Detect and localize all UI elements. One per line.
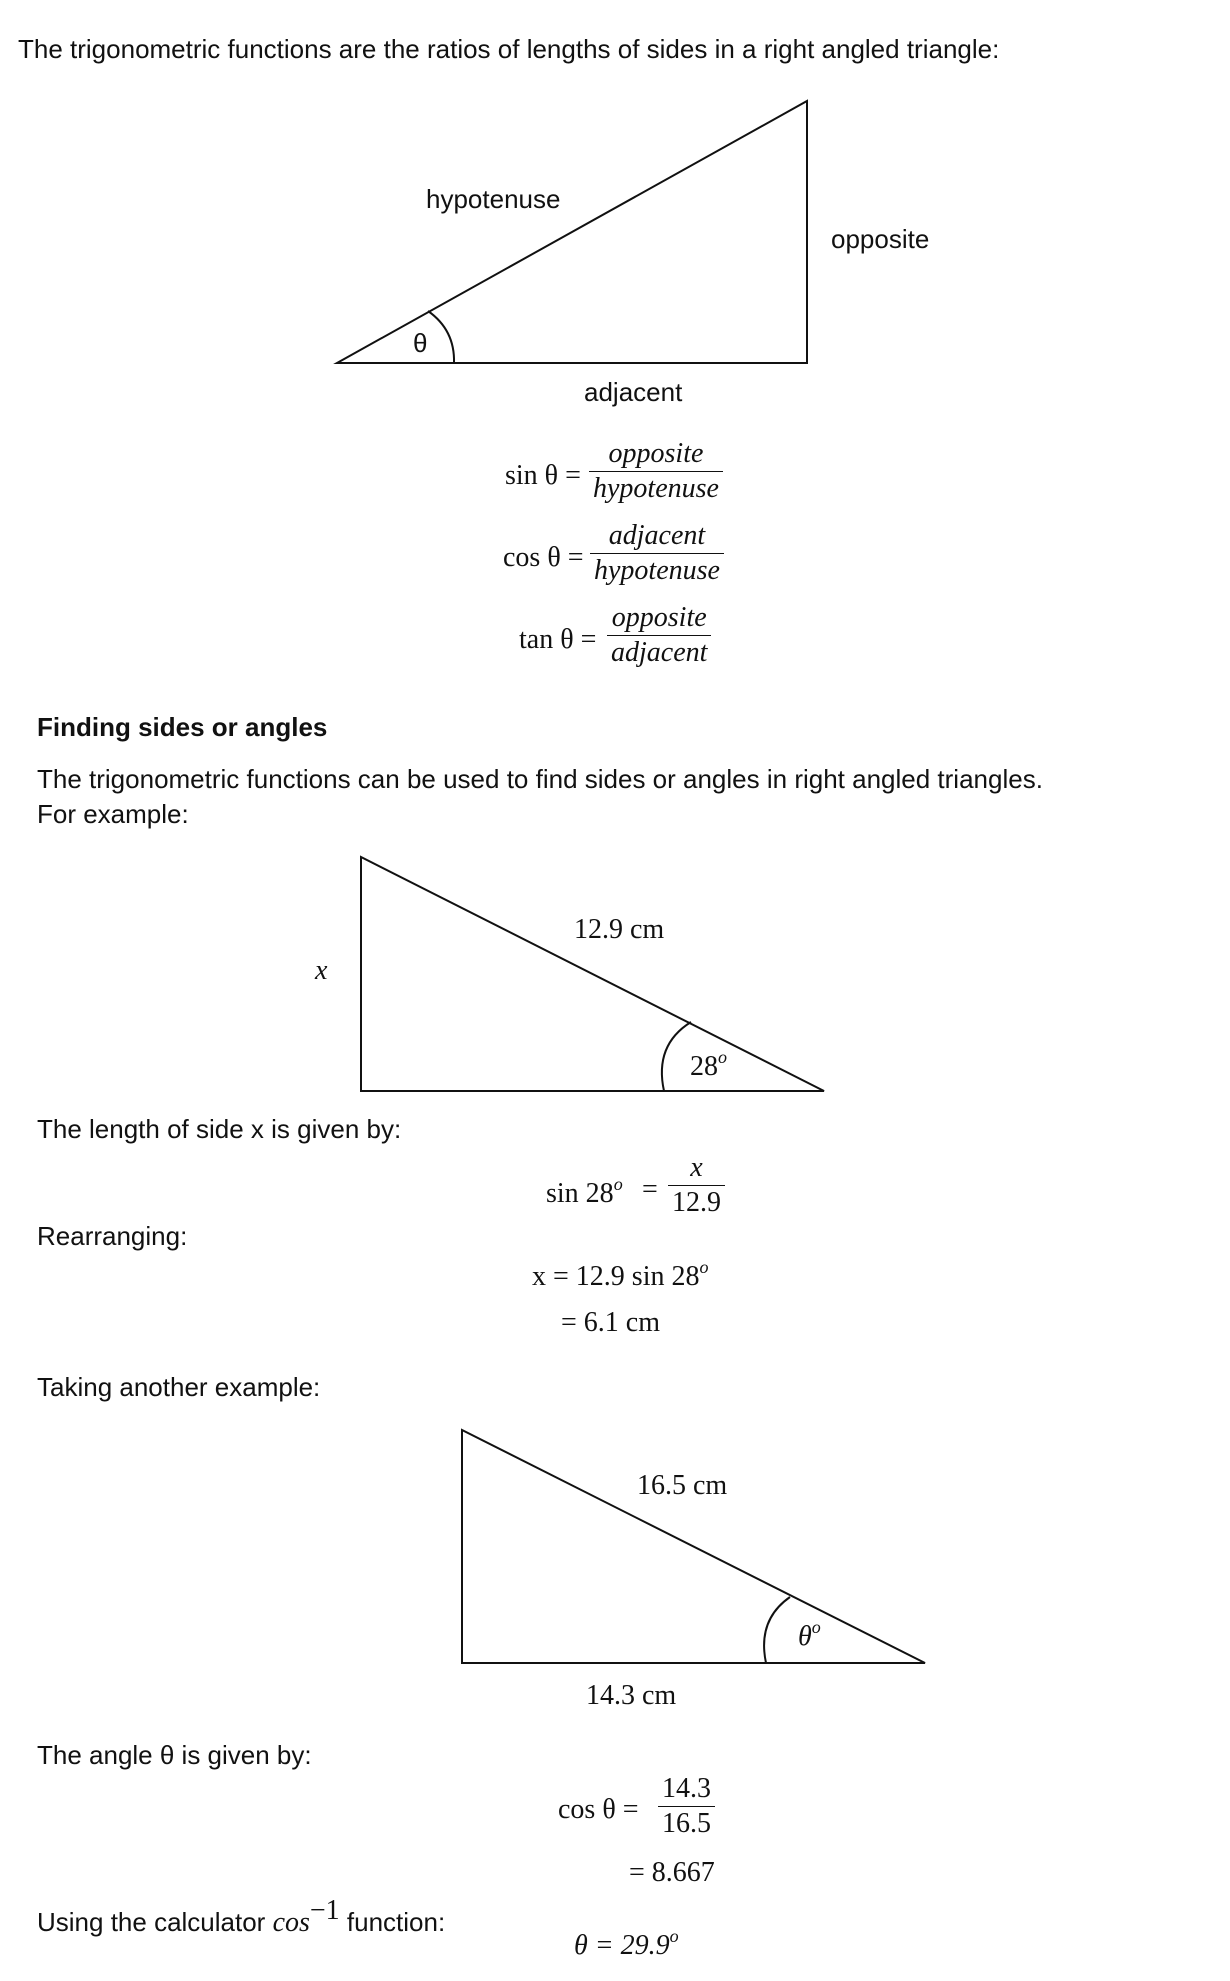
result-6-1: = 6.1 cm — [561, 1307, 660, 1338]
12-9-denominator: 12.9 — [672, 1187, 721, 1218]
section-line-2: For example: — [37, 799, 189, 829]
cos-theta-lhs: cos θ = — [558, 1794, 639, 1825]
cos-denominator: hypotenuse — [594, 555, 720, 586]
hypotenuse-16-5-label: 16.5 cm — [637, 1470, 728, 1501]
section-line-1: The trigonometric functions can be used to find sides or angles in right angled triangles. — [37, 764, 1043, 794]
side-x-label: x — [315, 955, 328, 986]
triangle-3-outline — [462, 1430, 925, 1663]
sin-numerator: opposite — [608, 438, 704, 469]
tan-numerator: opposite — [611, 602, 707, 633]
x-numerator: x — [690, 1152, 703, 1183]
cos-numerator: adjacent — [608, 520, 706, 551]
hypotenuse-label: hypotenuse — [426, 184, 561, 214]
adjacent-label: adjacent — [584, 377, 683, 407]
tan-formula-lhs: tan θ = — [519, 624, 597, 655]
sin-formula-lhs: sin θ = — [505, 460, 581, 491]
theta-label: θ — [413, 328, 428, 358]
angle-28-label: 28$^o$ — [690, 1047, 727, 1082]
tan-denominator: adjacent — [611, 637, 708, 668]
triangle-1 — [337, 101, 807, 363]
length-given-text: The length of side x is given by: — [37, 1114, 402, 1144]
triangle-1-outline — [337, 101, 807, 363]
cos-formula-lhs: cos θ = — [503, 542, 584, 573]
rearranging-text: Rearranging: — [37, 1221, 188, 1251]
14-3-over-16-5-fraction — [658, 1772, 715, 1841]
tan-formula-fraction — [607, 601, 711, 670]
16-5-denominator: 16.5 — [662, 1808, 711, 1839]
opposite-label: opposite — [831, 224, 930, 254]
triangle-2-angle-arc — [662, 1022, 691, 1091]
triangle-3-angle-arc — [764, 1597, 790, 1663]
angle-given-text: The angle θ is given by: — [37, 1740, 312, 1770]
hypotenuse-12-9-label: 12.9 cm — [574, 914, 665, 945]
x-over-12-9-fraction — [668, 1151, 725, 1220]
sin-formula-fraction — [589, 437, 723, 506]
triangle-1-angle-arc — [428, 311, 454, 363]
triangle-2-outline — [361, 857, 824, 1091]
adjacent-14-3-label: 14.3 cm — [586, 1680, 677, 1711]
section-heading: Finding sides or angles — [37, 712, 328, 742]
result-theta-29-9: $\theta = 29.9^o$ — [574, 1926, 679, 1961]
rearranged-equation: x = 12.9 sin 28$^o$ — [532, 1257, 709, 1292]
angle-theta-label: $\theta^o$ — [798, 1617, 821, 1652]
equals-sign: = — [642, 1174, 658, 1205]
calculator-text: Using the calculator $\cos^{-1}$ function: — [37, 1895, 446, 1938]
another-example-text: Taking another example: — [37, 1372, 321, 1402]
14-3-numerator: 14.3 — [662, 1773, 711, 1804]
triangle-3 — [462, 1430, 925, 1663]
intro-text: The trigonometric functions are the ratios of lengths of sides in a right angled triangle: — [18, 34, 1000, 64]
cos-formula-fraction — [590, 519, 724, 588]
sin-denominator: hypotenuse — [593, 473, 719, 504]
result-8-667: = 8.667 — [629, 1857, 715, 1888]
sin-28-lhs: sin 28$^o$ — [546, 1174, 623, 1209]
triangle-2 — [361, 857, 824, 1091]
